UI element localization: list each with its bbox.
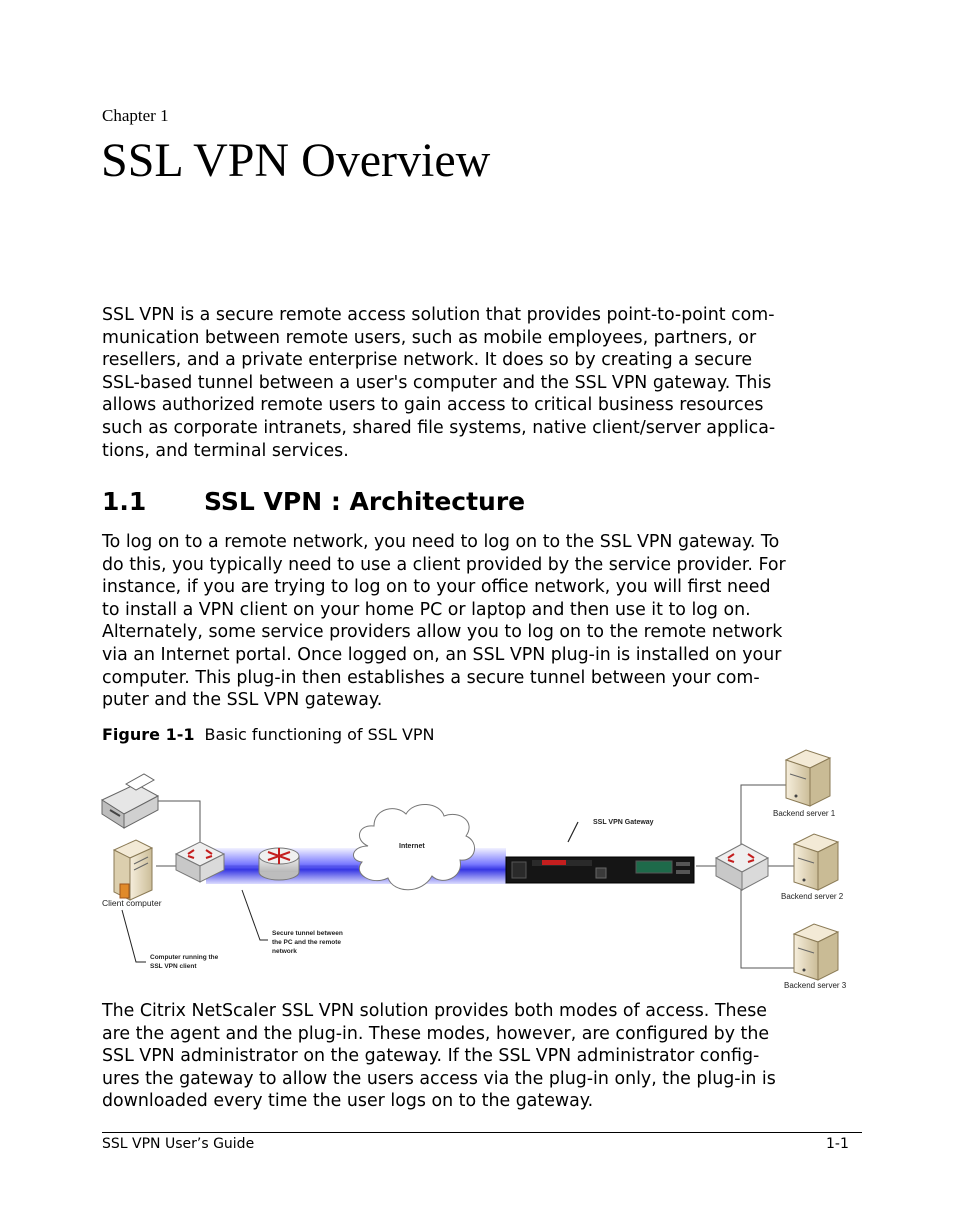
closing-line: are the agent and the plug-in. These modes, however, are configured by the [102,1023,770,1044]
client-computer-label: Client computer [102,898,162,908]
section-line: puter and the SSL VPN gateway. [102,690,383,711]
section-line: via an Internet portal. Once logged on, an SSL VPN plug-in is installed on your [102,644,782,665]
intro-line: SSL-based tunnel between a user's computer and the SSL VPN gateway. This [102,372,772,393]
internet-label: Internet [399,843,425,850]
section-paragraph [102,531,862,712]
section-line: Alternately, some service providers allow you to log on to the remote network [102,622,783,643]
closing-line: SSL VPN administrator on the gateway. If the SSL VPN administrator config- [102,1046,760,1067]
figure-label: Figure 1-1 [102,725,195,744]
client-callout [122,910,146,962]
router-icon [259,848,299,880]
section-number: 1.1 [102,487,147,516]
switch-icon [716,844,768,890]
section-line: computer. This plug-in then establishes a secure tunnel between your com- [102,667,760,688]
server-icon [786,750,830,806]
tunnel-note-line-2: the PC and the remote [272,939,341,946]
section-line: To log on to a remote network, you need to log on to the SSL VPN gateway. To [102,532,780,552]
tunnel-note-line-3: network [272,948,297,955]
printer-icon [102,774,158,828]
closing-line: ures the gateway to allow the users access via the plug-in only, the plug-in is [102,1068,776,1089]
server-icon [794,924,838,980]
figure-caption-text: Basic functioning of SSL VPN [204,725,435,744]
closing-line: downloaded every time the user logs on to the gateway. [102,1091,594,1112]
intro-line: resellers, and a private enterprise network. It does so by creating a secure [102,350,753,371]
closing-paragraph [102,1000,862,1113]
intro-line: SSL VPN is a secure remote access solution that provides point-to-point com- [102,305,775,325]
tunnel-note-line-1: Secure tunnel between [272,930,343,937]
tunnel-callout [242,890,268,940]
intro-line: munication between remote users, such as mobile employees, partners, or [102,327,757,348]
server-1-label: Backend server 1 [773,809,836,818]
intro-line: such as corporate intranets, shared file systems, native client/server applica- [102,417,776,438]
server-3-label: Backend server 3 [784,981,847,990]
page-number: 1-1 [826,1136,849,1152]
gateway-label: SSL VPN Gateway [593,819,654,826]
section-line: to install a VPN client on your home PC or laptop and then use it to log on. [102,599,751,620]
client-note-line-1: Computer running the [150,954,219,961]
footer-rule [102,1132,862,1133]
gateway-pointer [568,822,578,842]
section-line: do this, you typically need to use a client provided by the service provider. For [102,554,786,575]
intro-line: tions, and terminal services. [102,440,349,461]
closing-line: The Citrix NetScaler SSL VPN solution provides both modes of access. These [102,1001,767,1021]
intro-paragraph [102,304,862,462]
chapter-title: SSL VPN Overview [101,134,491,187]
footer-title: SSL VPN User’s Guide [102,1136,255,1152]
chapter-label: Chapter 1 [102,106,169,125]
gateway-appliance-icon [506,857,694,883]
figure-caption [102,724,435,746]
section-title: SSL VPN : Architecture [204,487,526,516]
client-computer-icon [114,840,152,900]
section-line: instance, if you are trying to log on to your office network, you will first need [102,577,771,598]
server-icon [794,834,838,890]
architecture-diagram [96,744,856,992]
server-2-label: Backend server 2 [781,892,844,901]
section-heading [102,485,525,519]
intro-line: allows authorized remote users to gain access to critical business resources [102,395,764,416]
client-note-line-2: SSL VPN client [150,963,197,970]
